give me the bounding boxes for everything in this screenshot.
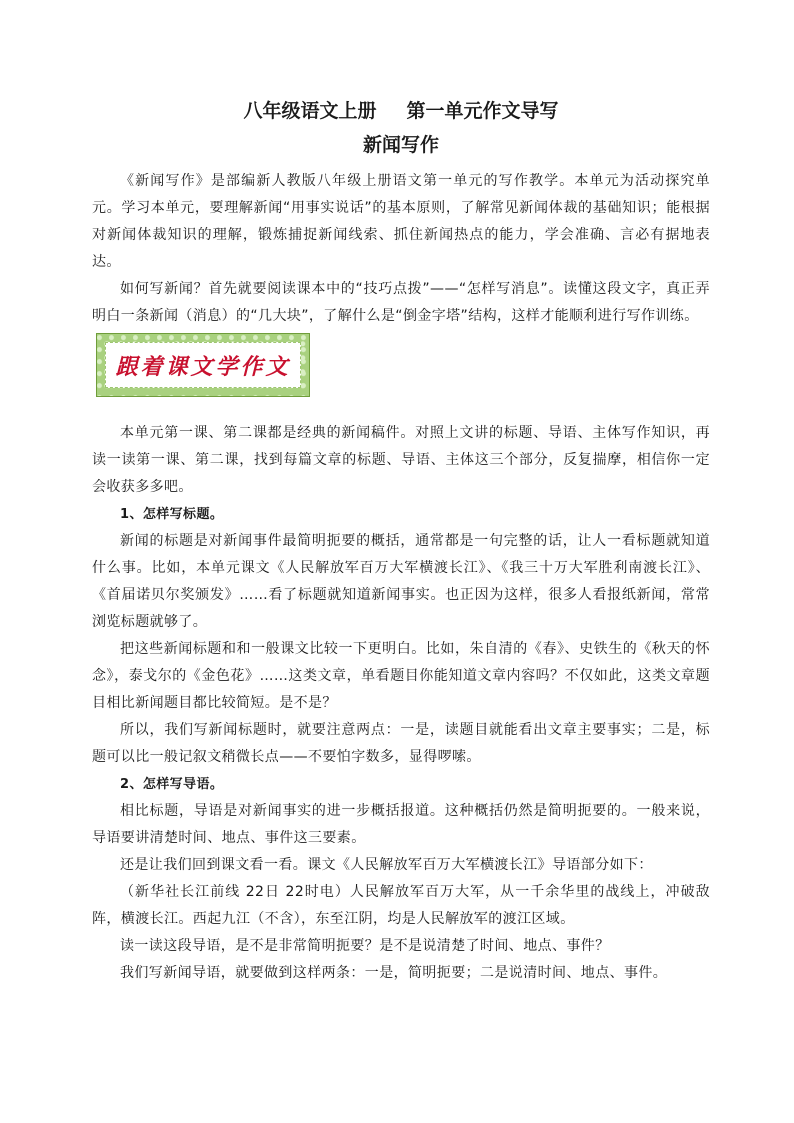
document-title	[92, 96, 710, 126]
body-paragraph-1: 本单元第一课、第二课都是经典的新闻稿件。对照上文讲的标题、导语、主体写作知识，再读一读第一课、第二课，找到每篇文章的标题、导语、主体这三个部分，反复揣摩，相信你一定会收获多多吧。	[92, 425, 710, 495]
intro-paragraph-2: 如何写新闻？首先就要阅读课本中的“技巧点拨”——“怎样写消息”。读懂这段文字，真正弄明白一条新闻（消息）的“几大块”，了解什么是“倒金字塔”结构，这样才能顺利进行写作训练。	[92, 281, 710, 324]
body-paragraph-7: （新华社长江前线 22日 22时电）人民解放军百万大军，从一千余华里的战线上，冲破敌阵，横渡长江。西起九江（不含），东至江阴，均是人民解放军的渡江区域。	[92, 884, 710, 927]
section-banner	[96, 333, 710, 413]
body-paragraph-8: 读一读这段导语，是不是非常简明扼要？是不是说清楚了时间、地点、事件？	[120, 938, 610, 954]
document-subtitle: 新闻写作	[362, 134, 439, 156]
body-paragraph-4: 所以，我们写新闻标题时，就要注意两点：一是，读题目就能看出文章主要事实；二是，标题可以比一般记叙文稍微长点——不要怕字数多，显得啰嗦。	[92, 722, 710, 765]
body-paragraph-2: 新闻的标题是对新闻事件最简明扼要的概括，通常都是一句完整的话，让人一看标题就知道什么事。比如，本单元课文《人民解放军百万大军横渡长江》、《我三十万大军胜利南渡长江》、《首届诺贝尔奖颁发》……看了标题就知道新闻事实。也正因为这样，很多人看报纸新闻，常常浏览标题就够了。	[92, 533, 710, 630]
intro-paragraph-1: 《新闻写作》是部编新人教版八年级上册语文第一单元的写作教学。本单元为活动探究单元。学习本单元，要理解新闻“用事实说话”的基本原则，了解常见新闻体裁的基础知识；能根据对新闻体裁知识的理解，锻炼捕捉新闻线索、抓住新闻热点的能力，学会准确、言必有据地表达。	[92, 173, 710, 270]
section-heading-title: 1、怎样写标题。	[120, 507, 224, 522]
body-paragraph-6: 还是让我们回到课文看一看。课文《人民解放军百万大军横渡长江》导语部分如下：	[120, 857, 653, 873]
title-grade-volume: 八年级语文上册	[243, 100, 377, 122]
banner-text: 跟着课文学作文	[115, 353, 291, 380]
banner-frame	[96, 333, 310, 397]
section-heading-lead: 2、怎样写导语。	[120, 777, 224, 792]
body-paragraph-3: 把这些新闻标题和和一般课文比较一下更明白。比如，朱自清的《春》、史铁生的《秋天的怀念》，泰戈尔的《金色花》……这类文章，单看题目你能知道文章内容吗？不仅如此，这类文章题目相比新闻题目都比较简短。是不是？	[92, 641, 710, 711]
body-paragraph-9: 我们写新闻导语，就要做到这样两条：一是，简明扼要；二是说清时间、地点、事件。	[120, 965, 668, 981]
document-page	[92, 96, 710, 987]
title-unit-guide: 第一单元作文导写	[406, 100, 559, 122]
body-paragraph-5: 相比标题，导语是对新闻事实的进一步概括报道。这种概括仍然是简明扼要的。一般来说，导语要讲清楚时间、地点、事件这三要素。	[92, 803, 710, 846]
